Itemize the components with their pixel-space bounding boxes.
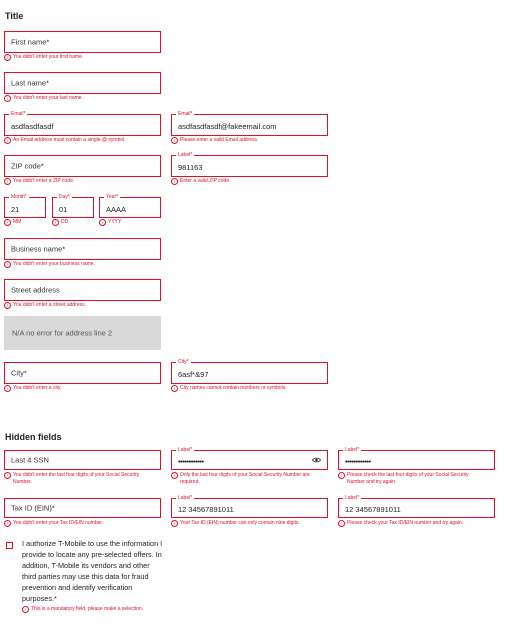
last-name-error: ! You didn't enter your last name.	[4, 95, 83, 102]
year-field[interactable]	[99, 194, 161, 218]
year-error: ! YYYY	[99, 219, 121, 226]
ssn-error: ! You didn't enter the last four digits of your Social Security Number.	[4, 472, 164, 486]
first-name-field[interactable]	[4, 31, 161, 53]
email-value: asdfasdfasdf@fakeemail.com	[178, 121, 277, 131]
email-label: Email*	[178, 111, 193, 117]
error-icon: !	[4, 385, 11, 392]
tax-id-error: ! Your Tax ID (EIN) number can only contain nine digits.	[171, 520, 300, 527]
tax-id-field-filled[interactable]	[171, 495, 328, 518]
error-icon: !	[4, 520, 11, 527]
ssn-field-masked[interactable]	[171, 447, 328, 470]
consent-error: ! This is a mandatory field, please make a selection.	[22, 606, 143, 613]
error-icon: !	[4, 95, 11, 102]
first-name-placeholder: First name*	[11, 37, 50, 47]
month-error: ! MM	[4, 219, 21, 226]
zip-code-field[interactable]	[4, 155, 161, 177]
zip-value: 981163	[178, 162, 203, 172]
eye-icon[interactable]	[312, 457, 321, 463]
last-name-placeholder: Last name*	[11, 78, 49, 88]
year-label: Year*	[106, 194, 119, 200]
tax-id-error: ! Please check your Tax ID/EIN number and try again.	[338, 520, 463, 527]
tax-id-placeholder: Tax ID (EIN)*	[11, 503, 55, 513]
tax-id-value: 12 34567891011	[345, 504, 401, 514]
email-field-invalid[interactable]	[4, 111, 161, 136]
section-title: Hidden fields	[5, 432, 62, 442]
month-field[interactable]	[4, 194, 46, 218]
error-icon: !	[22, 606, 29, 613]
section-title: Title	[5, 11, 24, 21]
consent-checkbox[interactable]	[6, 542, 13, 549]
month-value: 21	[11, 204, 20, 214]
email-error: ! An Email address must contain a single @ symbol.	[4, 137, 126, 144]
error-icon: !	[171, 472, 178, 479]
business-name-error: ! You didn't enter your business name.	[4, 261, 95, 268]
zip-label: Label*	[178, 152, 193, 158]
business-name-field[interactable]	[4, 238, 161, 260]
city-placeholder: City*	[11, 368, 27, 378]
error-icon: !	[4, 472, 11, 479]
error-icon: !	[99, 219, 106, 226]
zip-code-field-filled[interactable]	[171, 152, 328, 177]
business-name-placeholder: Business name*	[11, 244, 66, 254]
error-icon: !	[4, 302, 11, 309]
ssn-field-masked-check[interactable]	[338, 447, 495, 470]
city-field-filled[interactable]	[171, 359, 328, 384]
city-value: 6asf*&97	[178, 369, 209, 379]
year-value: AAAA	[106, 204, 127, 214]
day-field[interactable]	[52, 194, 94, 218]
ssn-error: ! Only the last four digits of your Social Security Number are required.	[171, 472, 331, 486]
error-icon: !	[4, 137, 11, 144]
error-icon: !	[338, 520, 345, 527]
zip-error: ! Enter a valid ZIP code.	[171, 178, 231, 185]
ssn-field[interactable]	[4, 450, 161, 470]
email-error: ! Please enter a valid Email address.	[171, 137, 258, 144]
email-label: Email*	[11, 111, 26, 117]
street-address-field[interactable]	[4, 279, 161, 301]
ssn-label: Label*	[345, 447, 360, 453]
ssn-label: Label*	[178, 447, 193, 453]
last-name-field[interactable]	[4, 72, 161, 94]
zip-error: ! You didn't enter a ZIP code.	[4, 178, 74, 185]
tax-id-error: ! You didn't enter your Tax ID/EIN number.	[4, 520, 103, 527]
day-label: Day*	[59, 194, 70, 200]
street-address-error: ! You didn't enter a street address.	[4, 302, 86, 309]
error-icon: !	[4, 178, 11, 185]
day-value: 01	[59, 204, 68, 214]
first-name-error: ! You didn't enter your first name.	[4, 54, 83, 61]
error-icon: !	[4, 54, 11, 61]
error-icon: !	[171, 520, 178, 527]
consent-text: I authorize T-Mobile to use the information I provide to locate any pre-selected offers. In addition, T-Mobile its vendors and other third parties may use this data for fraud prevention and identify verification purposes.*	[22, 539, 163, 603]
city-error: ! City names cannot contain numbers or symbols.	[171, 385, 287, 392]
email-value: asdfasdfasdf	[11, 121, 54, 131]
error-icon: !	[52, 219, 59, 226]
error-icon: !	[171, 178, 178, 185]
error-icon: !	[4, 261, 11, 268]
street-address-placeholder: Street address	[11, 285, 60, 295]
zip-placeholder: ZIP code*	[11, 161, 44, 171]
tax-id-field-check[interactable]	[338, 495, 495, 518]
tax-id-value: 12 34567891011	[178, 504, 234, 514]
error-icon: !	[4, 219, 11, 226]
error-icon: !	[338, 472, 345, 479]
tax-id-field[interactable]	[4, 498, 161, 518]
error-icon: !	[171, 385, 178, 392]
address-line2-placeholder: N/A no error for address line 2	[12, 328, 113, 338]
ssn-value: ••••••••••••	[178, 456, 204, 466]
tax-id-label: Label*	[345, 495, 360, 501]
ssn-placeholder: Last 4 SSN	[11, 455, 49, 465]
city-field[interactable]	[4, 362, 161, 384]
email-field-valid-format[interactable]	[171, 111, 328, 136]
tax-id-label: Label*	[178, 495, 193, 501]
day-error: ! DD	[52, 219, 68, 226]
error-icon: !	[171, 137, 178, 144]
ssn-value: ••••••••••••	[345, 456, 371, 466]
address-line2-field	[4, 316, 161, 350]
city-error: ! You didn't enter a city.	[4, 385, 62, 392]
month-label: Month*	[11, 194, 27, 200]
city-label: City*	[178, 359, 189, 365]
ssn-error: ! Please check the last four digits of your Social Security Number and try again.	[338, 472, 498, 486]
